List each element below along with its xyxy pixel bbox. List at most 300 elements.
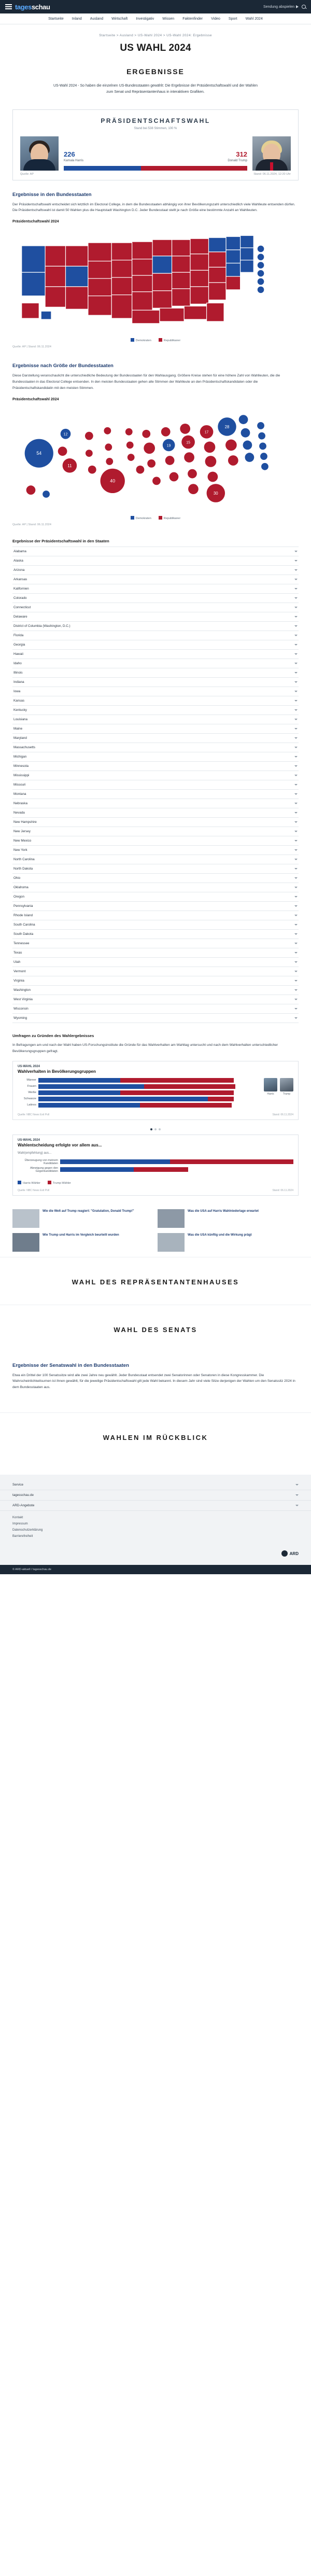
map-bubbles-source: Quelle: AP | Stand: 06.11.2024 (12, 523, 51, 526)
survey-bar-rep (134, 1167, 188, 1175)
survey-bar-rep (120, 1090, 234, 1095)
state-row[interactable] (12, 995, 299, 1004)
legend-bubbles-rep: Republikaner (163, 516, 181, 520)
chevron-down-icon[interactable] (294, 579, 298, 580)
footer-row-2[interactable] (0, 1501, 311, 1511)
mini-trump-photo (280, 1078, 293, 1091)
state-label: Wisconsin (13, 1006, 29, 1011)
chevron-down-icon[interactable] (294, 765, 298, 767)
survey-card-0-title: Wahlverhalten in Bevölkerungsgruppen (18, 1069, 96, 1074)
survey-bar-dem (38, 1078, 120, 1083)
survey-bar-row (18, 1090, 260, 1095)
state-label: Montana (13, 792, 26, 796)
state-label: Utah (13, 960, 21, 964)
state-row[interactable] (12, 780, 299, 790)
state-label: Alabama (13, 549, 26, 553)
survey-bar-rep-value: 46 (141, 1107, 145, 1111)
survey-bar-dem-value: 35 (62, 1172, 65, 1175)
map-bubbles-text: Diese Darstellung veranschaulicht die unterschiedliche Bedeutung der Bundesstaaten für den Wahlausgang. Größere Kreise stehen für eine höhere Zahl von Wahlleuten, die die Bundesstaaten in das Electoral College entsenden. In den meisten Bundesstaaten gehen alle Stimmen der Wahlleute an den Präsidentschaftskandidaten oder die Präsidentschaftskandidatin mit den meisten Stimmen. (12, 374, 280, 390)
state-row[interactable] (12, 706, 299, 715)
breadcrumb[interactable]: Startseite > Ausland > US-Wahl 2024 > US-Wahl 2024: Ergebnisse (99, 34, 212, 37)
chevron-down-icon[interactable] (294, 887, 298, 888)
chevron-down-icon[interactable] (294, 877, 298, 879)
nav-item-2[interactable]: Ausland (90, 17, 104, 21)
survey-card-1-title: Wahlentscheidung erfolgte vor allem aus... (18, 1142, 102, 1147)
retro-section (0, 1412, 311, 1460)
state-row[interactable] (12, 911, 299, 920)
harris-photo (20, 136, 59, 171)
candidate-trump (252, 136, 291, 171)
chevron-down-icon[interactable] (294, 905, 298, 907)
house-section (0, 1257, 311, 1305)
chevron-down-icon[interactable] (294, 784, 298, 786)
chevron-down-icon[interactable] (294, 999, 298, 1000)
state-label: Tennessee (13, 941, 30, 945)
teaser-2-headline[interactable]: Wie Trump und Harris im Vergleich beurteilt wurden (43, 1233, 119, 1237)
chevron-down-icon[interactable] (294, 952, 298, 954)
senate-states-title: Ergebnisse der Senatswahl in den Bundesstaaten (12, 1362, 129, 1368)
chevron-down-icon[interactable] (294, 616, 298, 618)
state-label: New Jersey (13, 829, 31, 833)
nav-item-4[interactable]: Investigativ (136, 17, 154, 21)
state-row[interactable] (12, 846, 299, 855)
state-row[interactable] (12, 808, 299, 818)
survey-bar-dem-value: 63 (62, 1164, 65, 1168)
survey-card-1-bars (18, 1159, 293, 1174)
chevron-down-icon[interactable] (294, 859, 298, 860)
state-row[interactable] (12, 556, 299, 566)
state-label: North Carolina (13, 857, 35, 861)
state-row[interactable] (12, 547, 299, 556)
chevron-down-icon[interactable] (294, 588, 298, 590)
state-row[interactable] (12, 696, 299, 706)
state-label: South Carolina (13, 922, 35, 927)
state-row[interactable] (12, 790, 299, 799)
state-row[interactable] (12, 864, 299, 874)
state-label: District of Columbia (Washington, D.C.) (13, 624, 70, 628)
legend-rep: Republikaner (163, 339, 181, 343)
survey-bar-rep (208, 1097, 234, 1101)
svg-text:15: 15 (186, 441, 190, 445)
state-label: Minnesota (13, 764, 29, 768)
state-label: West Virginia (13, 997, 33, 1001)
survey-card-0-kicker: US-WAHL 2024 (18, 1065, 40, 1068)
state-label: Kentucky (13, 708, 27, 712)
chevron-down-icon[interactable] (295, 1484, 299, 1486)
survey-bar-dem (38, 1097, 208, 1101)
state-row[interactable] (12, 752, 299, 762)
nav-item-9[interactable]: Wahl 2024 (245, 17, 263, 21)
state-label: Georgia (13, 642, 25, 647)
chevron-down-icon[interactable] (294, 971, 298, 972)
state-label: Idaho (13, 661, 22, 665)
survey-bar-row (18, 1158, 293, 1168)
chevron-down-icon[interactable] (294, 672, 298, 674)
chevron-down-icon[interactable] (294, 989, 298, 991)
survey-bar-label: Frauen (27, 1085, 36, 1088)
hamburger-icon[interactable] (5, 4, 12, 9)
survey-bar-dem-value: 51 (40, 1107, 44, 1111)
chevron-down-icon[interactable] (294, 821, 298, 823)
footer-link-2[interactable]: Datenschutzerklärung (12, 1529, 43, 1532)
survey-bar-label: Schwarze (23, 1097, 36, 1101)
chevron-down-icon[interactable] (294, 653, 298, 655)
state-row[interactable] (12, 892, 299, 902)
presidential-subtitle: Stand bei 538 Stimmen, 100 % (134, 127, 177, 130)
state-label: Indiana (13, 680, 24, 684)
teaser-0-thumb (12, 1209, 39, 1228)
ard-label: ARD (289, 1551, 299, 1556)
state-label: Rhode Island (13, 913, 33, 917)
state-row[interactable] (12, 976, 299, 986)
elector-counts (64, 150, 247, 171)
us-map-bubbles[interactable] (12, 403, 299, 515)
survey-bar-label: Weiße (28, 1091, 36, 1095)
map-electors-text: Der Präsidentschaftswahl entscheidet sich letztlich im Electoral College, in dem die Bundesstaaten abhängig von ihrer Bevölkerungszahl unterschiedlich viele Wahlleute entsenden dürfen. Die Präsidentschaftswahl ist damit 50 Wahlen plus die Hauptstadt Washington D.C. Jeder Bundesstaat stellt je nach Größe eine bestimmte Anzahl an Wahlleuten. (12, 202, 295, 213)
state-row[interactable] (12, 640, 299, 650)
survey-card-0-bars (18, 1078, 260, 1109)
chevron-down-icon[interactable] (294, 915, 298, 916)
state-label: Oklahoma (13, 885, 29, 889)
state-label: Vermont (13, 969, 26, 973)
footer-link-0[interactable]: Kontakt (12, 1516, 23, 1520)
sendung-label: Sendung abspielen (263, 5, 294, 9)
chevron-down-icon[interactable] (294, 840, 298, 842)
footer-row-0[interactable] (0, 1480, 311, 1490)
teaser-3-thumb (158, 1233, 185, 1252)
map-bubbles-section (0, 352, 311, 529)
harris-name: Kamala Harris (64, 159, 84, 162)
chevron-down-icon[interactable] (294, 812, 298, 814)
chevron-down-icon[interactable] (294, 1017, 298, 1019)
svg-text:19: 19 (166, 444, 171, 448)
state-label: Nevada (13, 810, 25, 815)
play-icon (296, 5, 299, 8)
senate-section (0, 1305, 311, 1352)
survey-carousel-dots[interactable] (0, 1126, 311, 1135)
state-row[interactable] (12, 818, 299, 827)
state-row[interactable] (12, 967, 299, 976)
state-label: Delaware (13, 614, 27, 619)
candidate-row (13, 132, 298, 171)
state-row[interactable] (12, 920, 299, 930)
state-row[interactable] (12, 930, 299, 939)
state-label: New Hampshire (13, 820, 37, 824)
state-label: Hawaii (13, 652, 23, 656)
trump-name: Donald Trump (228, 159, 247, 162)
map-electors-caption: Präsidentschaftswahl 2024 (12, 220, 59, 224)
state-row[interactable] (12, 566, 299, 575)
results-title: ERGEBNISSE (126, 67, 185, 76)
state-label: New Mexico (13, 838, 32, 843)
state-row[interactable] (12, 584, 299, 594)
state-row[interactable] (12, 687, 299, 696)
state-label: Iowa (13, 689, 21, 693)
state-row[interactable] (12, 575, 299, 584)
state-label: Nebraska (13, 801, 27, 805)
chevron-down-icon[interactable] (294, 896, 298, 898)
chevron-down-icon[interactable] (294, 569, 298, 571)
chevron-down-icon[interactable] (294, 737, 298, 739)
nav-item-0[interactable]: Startseite (48, 17, 64, 21)
presidential-title: PRÄSIDENTSCHAFTSWAHL (101, 117, 210, 124)
trump-photo (252, 136, 291, 171)
teaser-3[interactable] (158, 1233, 299, 1252)
survey-card-reasons (12, 1135, 299, 1196)
footer-row-1-label: tagesschau.de (12, 1493, 34, 1497)
survey-card-1-date: Stand: 06.11.2024 (272, 1188, 293, 1192)
state-row[interactable] (12, 883, 299, 892)
survey-card-1-kicker: US-WAHL 2024 (18, 1138, 40, 1142)
state-label: Kansas (13, 698, 25, 703)
survey-card-1-subhead: Wahl(empfehlung) aus... (18, 1151, 52, 1155)
footer-links[interactable] (0, 1511, 311, 1545)
chevron-down-icon[interactable] (294, 980, 298, 982)
chevron-down-icon[interactable] (294, 831, 298, 832)
nav-item-6[interactable]: Faktenfinder (182, 17, 203, 21)
survey-bar-rep (144, 1084, 236, 1089)
senate-title: WAHL DES SENATS (114, 1325, 197, 1334)
state-label: Connecticut (13, 605, 31, 609)
svg-text:12: 12 (63, 432, 68, 437)
chevron-down-icon[interactable] (294, 747, 298, 748)
state-label: Maryland (13, 736, 27, 740)
chevron-down-icon[interactable] (294, 756, 298, 758)
nav-item-8[interactable]: Sport (228, 17, 237, 21)
us-map-svg[interactable] (12, 226, 299, 337)
mini-harris-photo (264, 1078, 277, 1091)
nav-item-3[interactable]: Wirtschaft (111, 17, 128, 21)
footer-copyright: © ARD-aktuell / tagesschau.de (0, 1565, 311, 1574)
state-label: Mississippi (13, 773, 30, 777)
chevron-down-icon[interactable] (294, 943, 298, 944)
survey-bar-dem (60, 1159, 170, 1168)
state-row[interactable] (12, 799, 299, 808)
chevron-down-icon[interactable] (294, 700, 298, 702)
survey-bar-rep-value: 26 (135, 1172, 139, 1175)
state-label: Missouri (13, 782, 26, 787)
elector-bar (64, 166, 247, 171)
chevron-down-icon[interactable] (294, 728, 298, 730)
survey-card-groups (12, 1061, 299, 1120)
state-row[interactable] (12, 948, 299, 958)
survey-card-1-legend-0: Harris-Wähler (23, 1181, 40, 1185)
svg-text:17: 17 (204, 430, 209, 435)
teaser-2-thumb (12, 1233, 39, 1252)
presidential-source: Quelle: AP (20, 172, 34, 176)
senate-states-section (0, 1352, 311, 1413)
states-accordion-title: Ergebnisse der Präsidentschaftswahl in den Staaten (12, 538, 109, 543)
state-row[interactable] (12, 734, 299, 743)
logo-second: schau (31, 3, 50, 11)
state-label: Arkansas (13, 577, 27, 581)
map-bubbles-title: Ergebnisse nach Größe der Bundesstaaten (12, 363, 114, 369)
presidential-timestamp: Stand: 06.11.2024, 12:20 Uhr (253, 172, 291, 176)
chevron-down-icon[interactable] (294, 803, 298, 804)
state-row[interactable] (12, 668, 299, 678)
chevron-down-icon[interactable] (294, 597, 298, 599)
state-row[interactable] (12, 1004, 299, 1014)
state-label: Illinois (13, 670, 23, 675)
survey-bar-dem (38, 1103, 140, 1111)
survey-bar-dem (38, 1084, 144, 1089)
legend-dem: Demokraten (135, 339, 151, 343)
state-row[interactable] (12, 622, 299, 631)
state-row[interactable] (12, 902, 299, 911)
chevron-down-icon[interactable] (294, 775, 298, 776)
teaser-0-headline[interactable]: Wie die Welt auf Trump reagiert: "Gratulation, Donald Trump!" (43, 1209, 134, 1213)
legend-bubbles-dem: Demokraten (135, 516, 151, 520)
chevron-down-icon[interactable] (294, 849, 298, 851)
presidential-card (12, 109, 299, 180)
harris-electors: 226 (64, 150, 75, 158)
nav-item-1[interactable]: Inland (72, 17, 82, 21)
map-bubbles-caption: Präsidentschaftswahl 2024 (12, 397, 59, 401)
state-label: Pennsylvania (13, 904, 33, 908)
us-map-choropleth[interactable] (12, 226, 299, 337)
chevron-down-icon[interactable] (294, 793, 298, 795)
map-electors-title: Ergebnisse in den Bundesstaaten (12, 191, 92, 198)
chevron-down-icon[interactable] (294, 625, 298, 627)
footer-link-1[interactable]: Impressum (12, 1522, 28, 1526)
nav-item-5[interactable]: Wissen (162, 17, 175, 21)
chevron-down-icon[interactable] (294, 607, 298, 608)
state-row[interactable] (12, 612, 299, 622)
search-icon[interactable] (302, 5, 306, 9)
chevron-down-icon[interactable] (294, 644, 298, 646)
state-row[interactable] (12, 874, 299, 883)
tagesschau-logo[interactable] (15, 3, 50, 11)
state-label: Massachusetts (13, 745, 35, 749)
survey-bar-row (18, 1097, 260, 1101)
chevron-down-icon[interactable] (294, 709, 298, 711)
teaser-1[interactable] (158, 1209, 299, 1228)
chevron-down-icon[interactable] (294, 868, 298, 870)
state-label: North Dakota (13, 866, 33, 871)
presidential-section (0, 109, 311, 180)
teaser-2[interactable] (12, 1233, 153, 1252)
chevron-down-icon[interactable] (294, 635, 298, 636)
footer-row-0-label: Service (12, 1483, 23, 1487)
state-row[interactable] (12, 650, 299, 659)
chevron-down-icon[interactable] (295, 1505, 299, 1506)
teaser-3-headline[interactable]: Was die USA künftig und die Wirkung prägt (188, 1233, 252, 1237)
survey-bar-label: Latinos (27, 1103, 36, 1107)
survey-card-0-candidates (264, 1078, 293, 1109)
state-row[interactable] (12, 743, 299, 752)
state-label: Michigan (13, 754, 27, 759)
surveys-intro: In Befragungen am und nach der Wahl haben US-Forschungsinstitute die Gründe für das Wahlverhalten am Wahltag untersucht und nach dem Wahlverhalten unterschiedlicher Bevölkerungsgruppen gefragt. (12, 1043, 278, 1053)
us-map-bubbles-svg[interactable] (12, 403, 299, 515)
svg-text:11: 11 (67, 463, 72, 468)
survey-bar-row (18, 1084, 260, 1089)
state-row[interactable] (12, 958, 299, 967)
ard-logo[interactable] (281, 1550, 299, 1557)
trump-electors: 312 (236, 150, 247, 158)
state-row[interactable] (12, 1014, 299, 1023)
teaser-1-thumb (158, 1209, 185, 1228)
svg-text:54: 54 (36, 450, 42, 456)
state-row[interactable] (12, 594, 299, 603)
state-label: Arizona (13, 568, 25, 572)
state-label: Ohio (13, 876, 21, 880)
teaser-0[interactable] (12, 1209, 153, 1228)
state-label: Louisiana (13, 717, 27, 721)
play-sendung-button[interactable] (263, 5, 299, 9)
mini-trump-name: Trump (282, 1092, 291, 1096)
chevron-down-icon[interactable] (294, 1008, 298, 1010)
map-electors-legend (12, 338, 299, 342)
house-title: WAHL DES REPRÄSENTANTENHAUSES (72, 1278, 239, 1286)
state-row[interactable] (12, 939, 299, 948)
state-row[interactable] (12, 659, 299, 668)
state-row[interactable] (12, 986, 299, 995)
logo-first: tages (15, 3, 32, 11)
main-nav[interactable] (0, 13, 311, 24)
top-bar (0, 0, 311, 13)
state-row[interactable] (12, 827, 299, 836)
chevron-down-icon[interactable] (294, 663, 298, 664)
footer-row-1[interactable] (0, 1490, 311, 1501)
footer-link-3[interactable]: Barrierefreiheit (12, 1535, 33, 1538)
page-header (0, 24, 311, 109)
chevron-down-icon[interactable] (294, 560, 298, 562)
mini-harris-name: Harris (267, 1092, 274, 1096)
chevron-down-icon[interactable] (294, 681, 298, 683)
survey-bar-row (18, 1103, 260, 1111)
state-row[interactable] (12, 855, 299, 864)
state-row[interactable] (12, 771, 299, 780)
page-title: US WAHL 2024 (120, 43, 191, 53)
state-row[interactable] (12, 836, 299, 846)
map-electors-section (0, 180, 311, 352)
chevron-down-icon[interactable] (294, 933, 298, 935)
state-row[interactable] (12, 724, 299, 734)
state-label: Wyoming (13, 1016, 27, 1020)
chevron-down-icon[interactable] (294, 924, 298, 926)
svg-text:40: 40 (110, 478, 116, 484)
survey-bar-label: Überzeugung von meinem Kandidaten (24, 1158, 58, 1165)
survey-bar-dem (38, 1090, 120, 1095)
survey-bar-row (18, 1167, 293, 1173)
chevron-down-icon[interactable] (294, 691, 298, 692)
chevron-down-icon[interactable] (294, 719, 298, 720)
state-label: Colorado (13, 596, 27, 600)
survey-bar-label: Abneigung gegen den Gegenkandidaten (30, 1166, 58, 1173)
chevron-down-icon[interactable] (294, 961, 298, 963)
state-row[interactable] (12, 631, 299, 640)
states-accordion[interactable] (12, 547, 299, 1023)
chevron-down-icon[interactable] (295, 1494, 299, 1496)
teaser-1-headline[interactable]: Was die USA auf Harris Wahlniederlage erwartet (188, 1209, 259, 1213)
results-lede: US-Wahl 2024 - So haben die einzelnen US-Bundesstaaten gewählt: Die Ergebnisse der Präsidentschaftswahl und der Wahlen zum Senat und Repräsentantenhaus in interaktiven Grafiken. (53, 84, 258, 94)
chevron-down-icon[interactable] (294, 551, 298, 552)
footer-row-2-label: ARD-Angebote (12, 1504, 35, 1508)
state-label: Oregon (13, 894, 25, 899)
state-label: Texas (13, 950, 22, 955)
state-label: Washington (13, 988, 31, 992)
survey-card-1-source: Quelle: NBC News Exit Poll (18, 1188, 50, 1192)
nav-item-7[interactable]: Video (211, 17, 220, 21)
svg-text:28: 28 (224, 424, 230, 429)
state-row[interactable] (12, 762, 299, 771)
state-row[interactable] (12, 715, 299, 724)
state-label: Alaska (13, 558, 23, 563)
state-row[interactable] (12, 603, 299, 612)
state-label: Florida (13, 633, 24, 637)
teaser-grid (0, 1202, 311, 1257)
state-row[interactable] (12, 678, 299, 687)
